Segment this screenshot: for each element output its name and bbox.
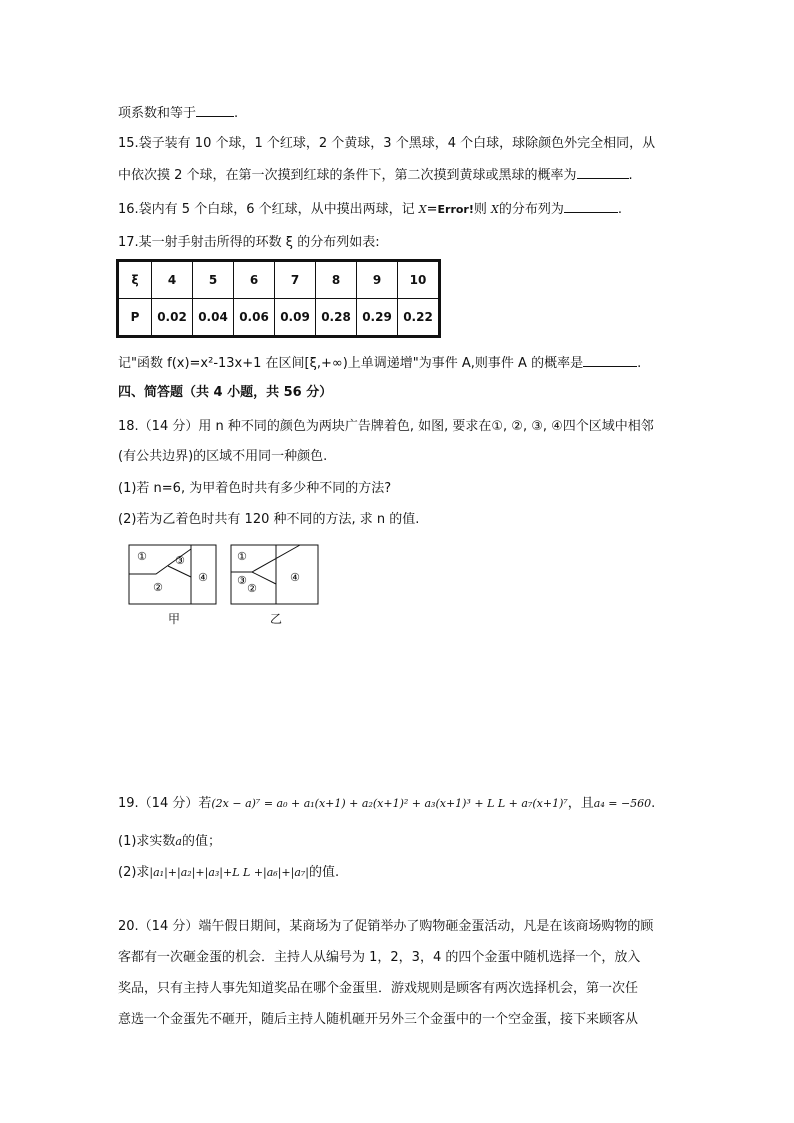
q19-sub2-formula: |a₁|+|a₂|+|a₃|+L L +|a₆|+|a₇| [149,866,310,879]
q17-tail-text: 记"函数 f(x)=x²-13x+1 在区间[ξ,+∞)上单调递增"为事件 A,则事件 A 的概率是 [118,356,584,371]
table-cell: 10 [398,261,440,299]
q17-title [118,234,380,252]
q16-text-1: 16.袋内有 5 个白球，6 个红球，从中摸出两球，记 [118,202,419,217]
region-1: ① [137,550,147,563]
q18-line2 [118,448,327,466]
q20-line4 [118,1011,638,1029]
answer-blank [583,354,637,367]
q16-var-x: X [418,203,427,216]
q19-sub2-prefix: (2)求 [118,865,150,880]
section-header-text: 四、简答题（共 4 小题，共 56 分） [118,385,333,400]
q19-condition: a₄ = −560 [593,797,652,810]
region-2: ② [247,582,257,595]
q19-formula: (2x − a)⁷ = a₀ + a₁(x+1) + a₂(x+1)² + a₃(x+1)³ + L L + a₇(x+1)⁷ [211,797,568,810]
q19-sub1 [118,833,221,851]
figure-jia [128,544,218,606]
top-line: 项系数和等于 . [118,106,239,121]
q18-text-1: 18.（14 分）用 n 种不同的颜色为两块广告牌着色, 如图, 要求在①, ②, ③, ④四个区域中相邻 [118,419,654,434]
figure-yi-label: 乙 [269,612,282,626]
divider-inner [168,566,191,577]
table-cell: 9 [357,261,398,299]
q17-tail: 记"函数 f(x)=x²-13x+1 在区间[ξ,+∞)上单调递增"为事件 A,则事件 A 的概率是 . [118,356,642,371]
table-cell: 7 [275,261,316,299]
q15-line1 [118,135,655,153]
q18-sub2-text: (2)若为乙着色时共有 120 种不同的方法, 求 n 的值. [118,512,420,527]
table-cell: 5 [193,261,234,299]
region-3: ③ [237,574,247,587]
q16-line: 16.袋内有 5 个白球，6 个红球，从中摸出两球，记 X=Error!则 X的分布列为 . [118,202,623,217]
q19-line [118,795,655,813]
table-cell: 8 [316,261,357,299]
q19-cond-end: . [651,796,656,811]
answer-blank [577,166,629,179]
q20-line3 [118,980,638,998]
q16-error-text: Error! [437,203,474,216]
q17-title-text: 17.某一射手射击所得的环数 ξ 的分布列如表: [118,235,380,250]
table-row [118,261,440,299]
q19-cond-prefix: ，且 [567,796,594,811]
table-cell: 0.04 [193,299,234,337]
row-header-p: P [118,299,152,337]
q15-text-1: 15.袋子装有 10 个球，1 个红球，2 个黄球，3 个黑球，4 个白球，球除颜色外完全相同，从 [118,136,656,151]
table-cell: 4 [152,261,193,299]
q20-text-4: 意选一个金蛋先不砸开，随后主持人随机砸开另外三个金蛋中的一个空金蛋，接下来顾客从 [118,1012,639,1027]
region-3: ③ [175,554,185,567]
top-line-text: 项系数和等于 [118,106,197,121]
q19-sub1-suffix: 的值； [181,834,221,849]
table-cell: 0.06 [234,299,275,337]
q20-text-2: 客都有一次砸金蛋的机会．主持人从编号为 1，2，3，4 的四个金蛋中随机选择一个，放入 [118,950,641,965]
row-header-xi: ξ [118,261,152,299]
region-1: ① [237,550,247,563]
q19-sub2-suffix: 的值. [309,865,340,880]
table-cell: 0.28 [316,299,357,337]
q19-sub1-prefix: (1)求实数 [118,834,176,849]
q19-sub2 [118,864,339,882]
table-cell: 0.09 [275,299,316,337]
table-row [118,299,440,337]
table-cell: 0.22 [398,299,440,337]
answer-blank [196,104,234,117]
q18-line1 [118,418,654,436]
q18-text-2: (有公共边界)的区域不用同一种颜色. [118,449,328,464]
q19-prefix: 19.（14 分）若 [118,796,212,811]
q20-text-3: 奖品，只有主持人事先知道奖品在哪个金蛋里．游戏规则是顾客有两次选择机会，第一次任 [118,981,639,996]
region-4: ④ [198,571,208,584]
table-cell: 0.29 [357,299,398,337]
q16-var-x2: X [491,203,499,216]
table-cell: 0.02 [152,299,193,337]
q20-line2 [118,949,640,967]
region-2: ② [153,581,163,594]
region-4: ④ [290,571,300,584]
q19-sub1-var: a [175,835,182,848]
figure-yi [230,544,320,606]
q16-text-3: 的分布列为 [498,202,564,217]
distribution-table [116,259,441,338]
q20-line1 [118,918,653,936]
q18-sub1-text: (1)若 n=6, 为甲着色时共有多少种不同的方法? [118,481,392,496]
q15-text-2: 中依次摸 2 个球，在第一次摸到红球的条件下，第二次摸到黄球或黑球的概率为 [118,168,577,183]
q15-line2: 中依次摸 2 个球，在第一次摸到红球的条件下，第二次摸到黄球或黑球的概率为 . [118,168,633,183]
q16-text-2: 则 [473,202,492,217]
figure-jia-label: 甲 [167,612,180,626]
q16-equals: = [426,202,438,217]
section-header [118,384,332,402]
answer-blank [564,200,618,213]
table-cell: 6 [234,261,275,299]
q18-sub2 [118,511,419,529]
q20-text-1: 20.（14 分）端午假日期间，某商场为了促销举办了购物砸金蛋活动，凡是在该商场购物的顾 [118,919,654,934]
q18-sub1 [118,480,391,498]
